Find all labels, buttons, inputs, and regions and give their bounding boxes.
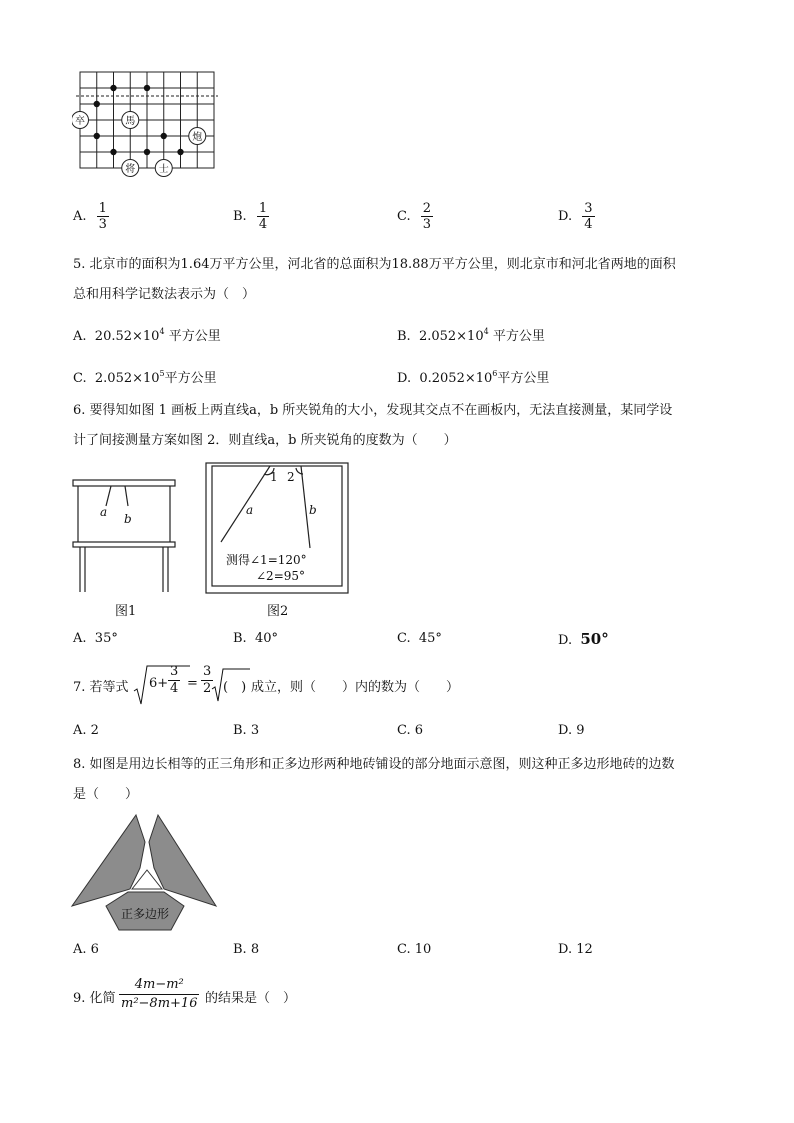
- fraction: $\frac{1}{4}$: [258, 201, 268, 232]
- q4-option-d[interactable]: [558, 201, 595, 232]
- q7-prefix: 7. 若等式: [73, 680, 129, 695]
- q8-option-c[interactable]: C. 10: [397, 942, 432, 957]
- q6-option-d[interactable]: D. 50°: [558, 630, 609, 648]
- q8-stem-line1: 8. 如图是用边长相等的正三角形和正多边形两种地砖铺设的部分地面示意图，则这种正多边形地砖的边数: [73, 757, 675, 772]
- q5-option-a[interactable]: A. $20.52\times 10^4$ 平方公里: [73, 327, 221, 344]
- tile-label: 正多边形: [120, 907, 170, 921]
- figure1-drawing-board: [70, 476, 180, 598]
- q4-option-a[interactable]: [73, 201, 109, 232]
- fig1-label-b: b: [124, 512, 132, 526]
- q7-option-d[interactable]: D. 9: [558, 723, 585, 738]
- q6-option-b[interactable]: B. 40°: [233, 631, 278, 646]
- piece-soldier: 卒: [75, 116, 85, 127]
- q5-option-c[interactable]: C. $2.052\times 10^5$平方公里: [73, 369, 217, 386]
- q4-option-b[interactable]: [233, 201, 269, 232]
- q5-stem-line2: 总和用科学记数法表示为（ ）: [73, 287, 256, 302]
- figure2-measurement: [204, 461, 352, 597]
- fig2-measure1: 测得∠1=120°: [226, 553, 307, 567]
- option-letter: B.: [233, 209, 247, 224]
- figure2-caption: 图2: [267, 604, 289, 619]
- q5-option-d[interactable]: D. $0.2052\times 10^6$平方公里: [397, 369, 550, 386]
- piece-horse: 馬: [125, 116, 136, 127]
- q9-fraction: 4m−m² m²−8m+16: [121, 977, 198, 1011]
- figure1-caption: 图1: [115, 604, 137, 619]
- fraction: $\frac{2}{3}$: [422, 201, 432, 232]
- fig2-label-a: a: [246, 503, 254, 517]
- tile-figure: [70, 812, 220, 934]
- q7-option-c[interactable]: C. 6: [397, 723, 424, 738]
- q8-stem-line2: 是（ ）: [73, 787, 139, 802]
- piece-advisor: 士: [158, 164, 169, 175]
- q5-option-b[interactable]: B. $2.052\times 10^4$ 平方公里: [397, 327, 545, 344]
- q6-option-a[interactable]: A. 35°: [73, 631, 118, 646]
- q6-stem-line1: 6. 要得知如图 1 画板上两直线a，b 所夹锐角的大小，发现其交点不在画板内，无法直接测量，某同学设: [73, 403, 673, 418]
- fig2-label-b: b: [309, 503, 317, 517]
- q8-option-b[interactable]: B. 8: [233, 942, 260, 957]
- q4-option-c[interactable]: [397, 201, 433, 232]
- fraction: $\frac{3}{4}$: [584, 201, 593, 232]
- q7-option-b[interactable]: B. 3: [233, 723, 260, 738]
- fig1-label-a: a: [100, 505, 108, 519]
- option-letter: A.: [73, 209, 87, 224]
- q7-option-a[interactable]: A. 2: [73, 723, 99, 738]
- q6-option-c[interactable]: C. 45°: [397, 631, 442, 646]
- q5-stem-line1: 5. 北京市的面积为1.64万平方公里，河北省的总面积为18.88万平方公里，则北京市和河北省两地的面积: [73, 257, 676, 272]
- fig2-angle2: 2: [287, 470, 295, 484]
- chess-board-figure: [72, 70, 220, 182]
- q6-stem-line2: 计了间接测量方案如图 2．则直线a，b 所夹锐角的度数为（ ）: [73, 433, 457, 448]
- fraction: $\frac{1}{3}$: [98, 201, 107, 232]
- piece-general: 将: [125, 164, 136, 175]
- piece-cannon: 炮: [192, 132, 203, 143]
- option-letter: C.: [397, 209, 411, 224]
- option-letter: D.: [558, 209, 573, 224]
- fig2-measure2: ∠2=95°: [256, 569, 306, 583]
- fig2-angle1: 1: [270, 470, 278, 484]
- q8-option-a[interactable]: A. 6: [73, 942, 99, 957]
- q8-option-d[interactable]: D. 12: [558, 942, 593, 957]
